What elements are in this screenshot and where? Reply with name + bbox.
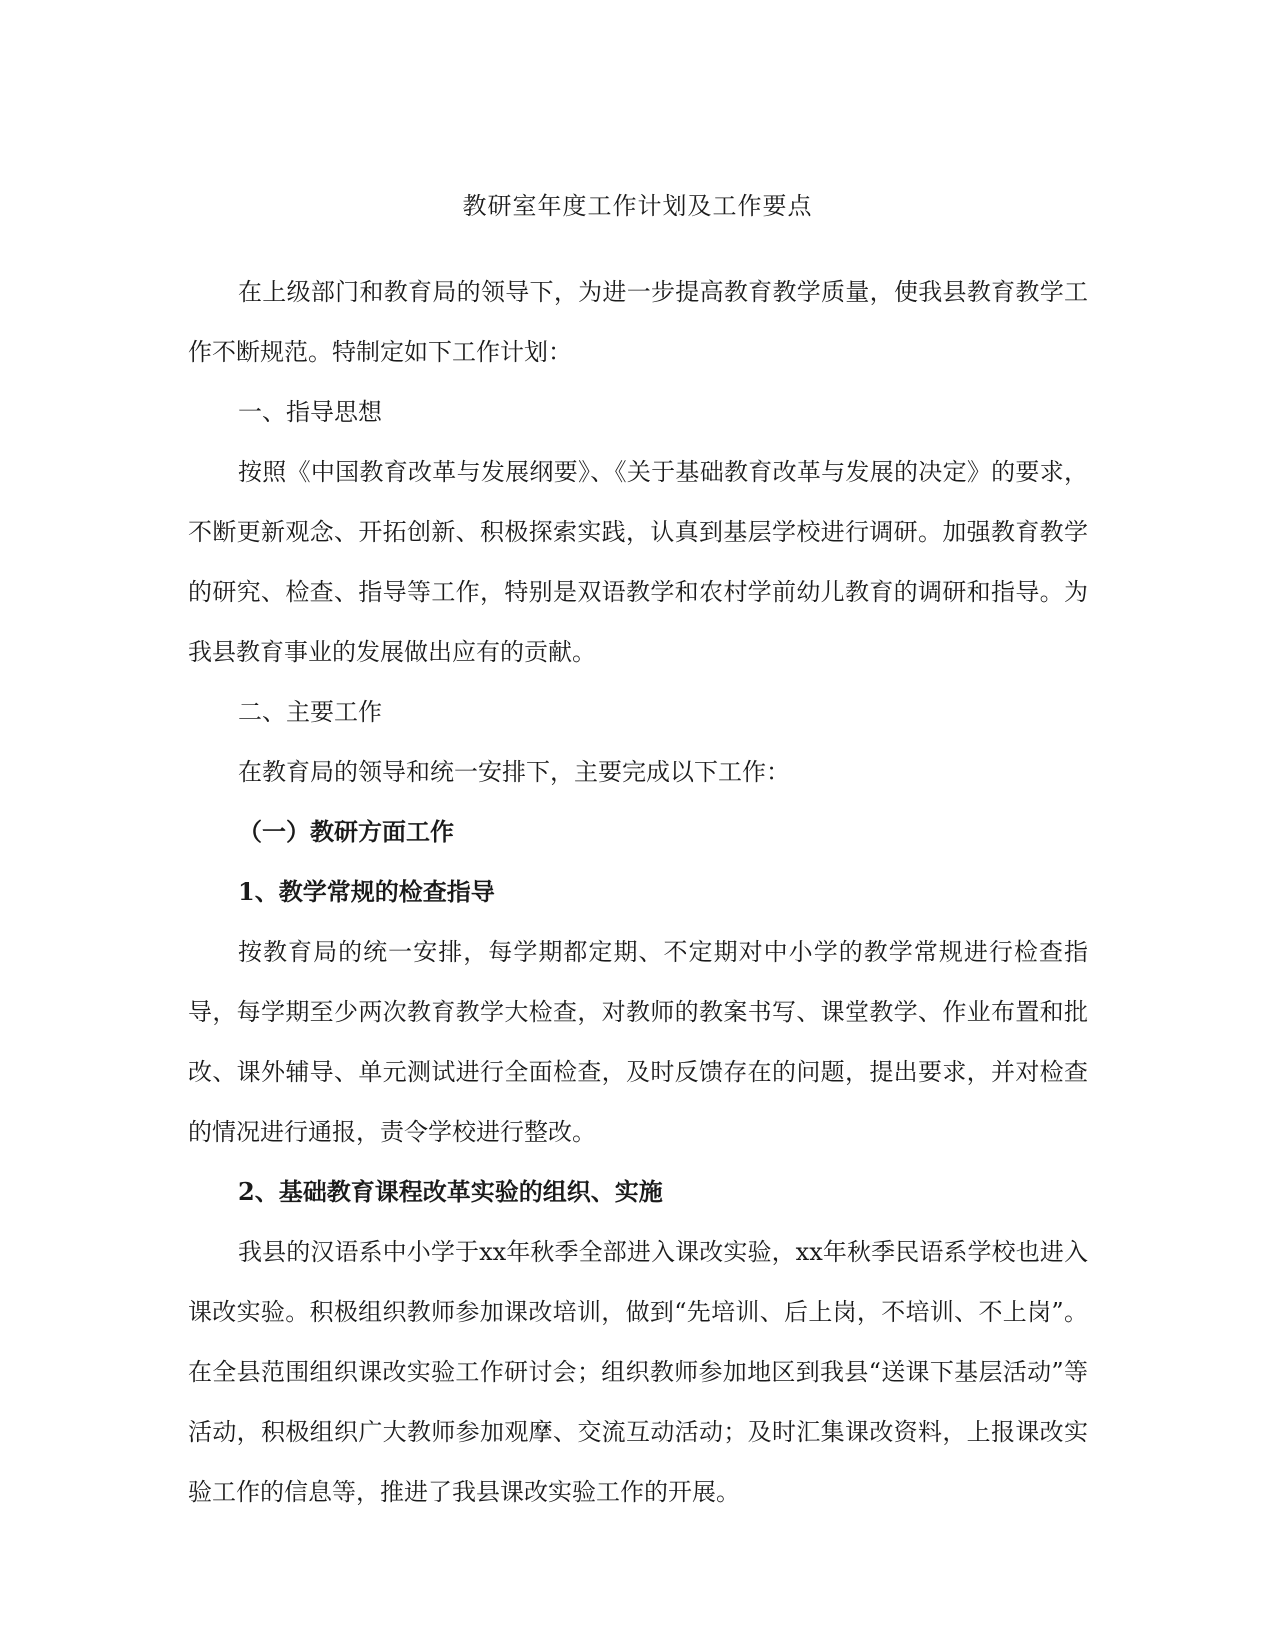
paragraph-intro: 在上级部门和教育局的领导下，为进一步提高教育教学质量，使我县教育教学工作不断规范。特制定如下工作计划：	[188, 278, 1088, 366]
paragraph-main-work-intro: 在教育局的领导和统一安排下，主要完成以下工作：	[238, 758, 790, 786]
section-heading-main-work: 二、主要工作	[238, 698, 382, 726]
section-heading-guiding-ideology: 一、指导思想	[238, 398, 382, 426]
paragraph-guiding-ideology: 按照《中国教育改革与发展纲要》、《关于基础教育改革与发展的决定》的要求，不断更新观念、开拓创新、积极探索实践，认真到基层学校进行调研。加强教育教学的研究、检查、指导等工作，特别是双语教学和农村学前幼儿教育的调研和指导。为我县教育事业的发展做出应有的贡献。	[188, 458, 1088, 666]
paragraph-curriculum-reform: 我县的汉语系中小学于xx年秋季全部进入课改实验，xx年秋季民语系学校也进入课改实验。积极组织教师参加课改培训，做到“先培训、后上岗，不培训、不上岗”。在全县范围组织课改实验工作研讨会；组织教师参加地区到我县“送课下基层活动”等活动，积极组织广大教师参加观摩、交流互动活动；及时汇集课改资料，上报课改实验工作的信息等，推进了我县课改实验工作的开展。	[188, 1238, 1088, 1506]
subsection-heading-teaching-research: （一）教研方面工作	[238, 817, 454, 846]
paragraph-routine-inspection: 按教育局的统一安排，每学期都定期、不定期对中小学的教学常规进行检查指导，每学期至少两次教育教学大检查，对教师的教案书写、课堂教学、作业布置和批改、课外辅导、单元测试进行全面检查，及时反馈存在的问题，提出要求，并对检查的情况进行通报，责令学校进行整改。	[188, 938, 1088, 1146]
document-title: 教研室年度工作计划及工作要点	[462, 192, 813, 220]
item-heading-routine-inspection: 1、教学常规的检查指导	[238, 877, 495, 906]
document-body	[188, 262, 1088, 1522]
item-heading-curriculum-reform: 2、基础教育课程改革实验的组织、实施	[238, 1177, 663, 1206]
